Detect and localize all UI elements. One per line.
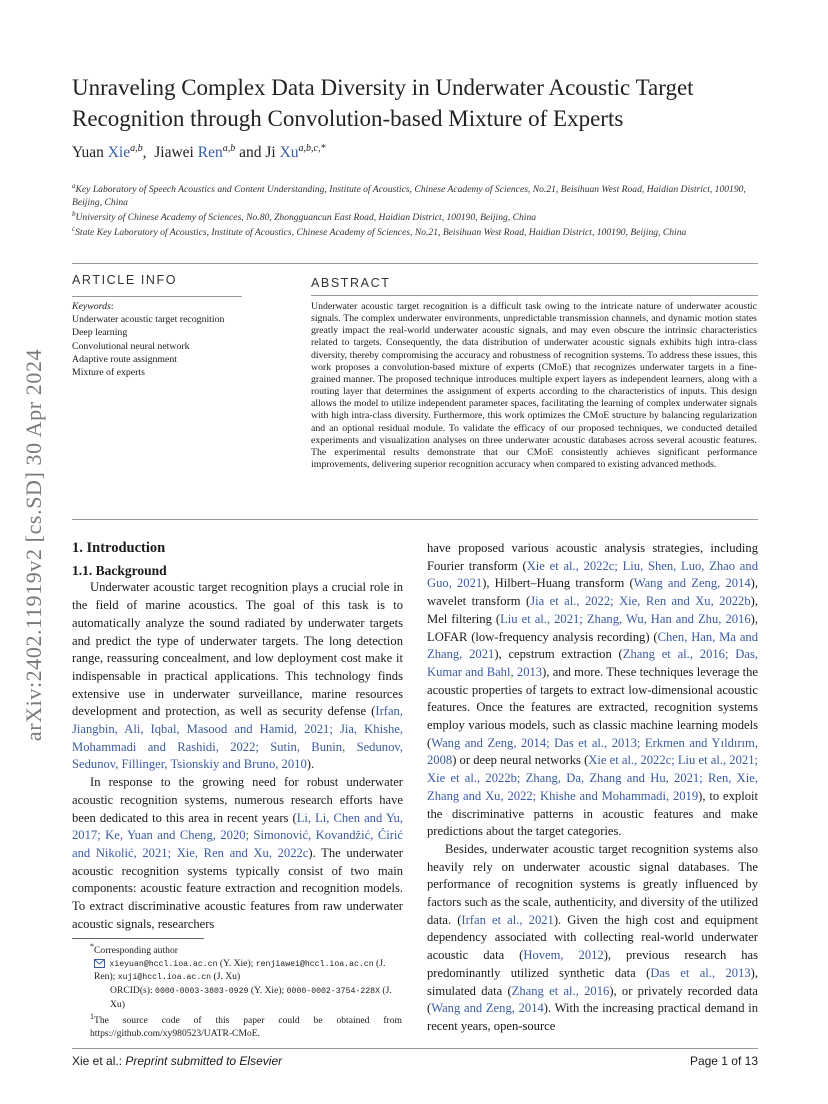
- affiliation-c: [72, 223, 762, 239]
- citation[interactable]: Xie et al., 2022c; Liu et al., 2021; Xie et al., 2022b; Zhang, Da, Zhang and Hu, 2021; Ren, Xie, Zhang and Xu, 2022; Khishe and Mohammadi, 2019: [427, 753, 758, 803]
- citation[interactable]: Irfan, Jiangbin, Ali, Iqbal, Masood and Hamid, 2021; Jia, Khishe, Mohammadi and Rashidi, 2022; Sutin, Bunin, Sedunov, Sedunov, Fillinger, Tsionskiy and Bruno, 2010: [72, 704, 403, 772]
- keyword-item: Adaptive route assignment: [72, 353, 178, 365]
- page-footer: [72, 1054, 758, 1068]
- author-list: Yuan Xie$^{a,b}$, Jiawei Ren$^{a,b}$ and Ji $Xu^{a,b,c,*}$: [72, 143, 326, 162]
- author-sup: a,b,c,*: [298, 143, 326, 154]
- arxiv-sidebar: [0, 0, 60, 1104]
- header-divider: [72, 263, 758, 264]
- paper-title: Unraveling Complex Data Diversity in Underwater Acoustic Target Recognition through Convolution-based Mixture of Experts: [72, 75, 694, 131]
- footer-author: Xie et al.:: [72, 1054, 123, 1068]
- author-family[interactable]: Xie: [107, 144, 131, 162]
- citation[interactable]: Li, Li, Chen and Yu, 2017; Ke, Yuan and Cheng, 2020; Simonović, Kovandžić, Ćirić and Nikolić, 2021; Xie, Ren and Xu, 2022c: [72, 810, 404, 860]
- orcid-link[interactable]: 0000-0003-3803-0929: [155, 986, 249, 996]
- footnotes: *Corresponding author xieyuan@hccl.ioa.ac.cn (Y. Xie); renjiawei@hccl.ioa.ac.cn (J. Ren); xuji@hccl.ioa.ac.cn (J. Xu) ORCID(s): 0000-0003-3803-0929 (Y. Xie); 0000-0002-3754-228X (J. Xu) $^1$The source code of this paper could be obtained from https://github.com/xy980523/UATR-CMoE.: [90, 942, 402, 1039]
- citation[interactable]: Zhang et al., 2016: [511, 983, 610, 998]
- corresponding-author-note: Corresponding author: [94, 945, 178, 957]
- citation[interactable]: Jia et al., 2022; Xie, Ren and Xu, 2022b: [530, 594, 751, 609]
- left-column: [72, 540, 403, 933]
- affiliation-mark: a: [72, 182, 76, 190]
- keywords-block: Keywords: Underwater acoustic target recognition Deep learning Convolutional neural network Adaptive route assignment Mixture of experts: [72, 300, 247, 379]
- affiliation-text: State Key Laboratory of Acoustics, Institute of Acoustics, Chinese Academy of Sciences, No.21, Beisihuan West Road, Haidian District, 100190, Beijing, China: [75, 227, 687, 239]
- paragraph: have proposed various acoustic analysis strategies, including Fourier transform (Xie et al., 2022c; Liu, Shen, Luo, Zhao and Guo, 2021), Hilbert–Huang transform (Wang and Zeng, 2014), wavelet transform (Jia et al., 2022; Xie, Ren and Xu, 2022b), Mel filtering (Liu et al., 2021; Zhang, Wu, Han and Zhu, 2016), LOFAR (low-frequency analysis recording) (Chen, Han, Ma and Zhang, 2021), cepstrum extraction (Zhang et al., 2016; Das, Kumar and Bahl, 2013), and more. These techniques leverage the acoustic properties of targets to extract low-dimensional acoustic features. Once the features are extracted, recognition systems employ various models, such as classic machine learning models (Wang and Zeng, 2014; Das et al., 2013; Erkmen and Yıldırım, 2008) or deep neural networks (Xie et al., 2022c; Liu et al., 2021; Xie et al., 2022b; Zhang, Da, Zhang and Hu, 2021; Ren, Xie, Zhang and Xu, 2022; Khishe and Mohammadi, 2019), to exploit the discriminative patterns in acoustic features and make predictions about the target categories.: [427, 541, 758, 839]
- orcid-link[interactable]: 0000-0002-3754-228X: [286, 986, 380, 996]
- keyword-item: Convolutional neural network: [72, 340, 190, 352]
- abstract-heading: ABSTRACT: [311, 276, 391, 290]
- affiliation-text: University of Chinese Academy of Sciences, No.80, Zhongguancun East Road, Haidian District, 100190, Beijing, China: [75, 212, 537, 224]
- author-sup: a,b: [222, 143, 236, 154]
- footnote-divider: [72, 938, 204, 939]
- article-info-heading: ARTICLE INFO: [72, 273, 178, 287]
- citation[interactable]: Wang and Zeng, 2014: [431, 1001, 544, 1016]
- author-given: Yuan: [72, 144, 104, 162]
- email-link[interactable]: renjiawei@hccl.ioa.ac.cn: [255, 959, 374, 969]
- citation[interactable]: Das et al., 2013: [650, 965, 751, 980]
- page-number: Page 1 of 13: [689, 1054, 758, 1068]
- author-family[interactable]: Xu: [279, 144, 299, 162]
- citation[interactable]: Chen, Han, Ma and Zhang, 2021: [427, 629, 758, 662]
- orcid-label: ORCID(s):: [110, 984, 153, 996]
- citation[interactable]: Zhang et al., 2016; Das, Kumar and Bahl, 2013: [427, 647, 758, 679]
- abstract-text: Underwater acoustic target recognition is a difficult task owing to the intricate nature of underwater acoustic signals. The complex underwater environments, unpredictable transmission channels, and dynamic motion states greatly impact the real-world underwater acoustic signals, and may even obscure the intrinsic characteristics related to targets. Consequently, the data distribution of underwater acoustic signals exhibits high intra-class diversity, thereby compromising the accuracy and robustness of recognition systems. To address these issues, this work proposes a convolution-based mixture of experts (CMoE) that recognizes underwater targets in a fine-grained manner. The proposed technique introduces multiple expert layers as independent learners, along with a routing layer that determines the assignment of experts according to the characteristics of inputs. This design allows the model to utilize independent parameter spaces, facilitating the learning of complex underwater signals with high intra-class diversity. Furthermore, this work optimizes the CMoE structure by balancing regularization and an optional residual module. To validate the efficacy of our proposed techniques, we conducted detailed experiments and visualization analyses on three underwater acoustic databases across several acoustic features. The experimental results demonstrate that our CMoE consistently achieves significant performance improvements, delivering superior recognition accuracy when compared to existing advanced methods.: [311, 301, 757, 471]
- paragraph: In response to the growing need for robust underwater acoustic recognition systems, numerous research efforts have been dedicated to this area in recent years (Li, Li, Chen and Yu, 2017; Ke, Yuan and Cheng, 2020; Simonović, Kovandžić, Ćirić and Nikolić, 2021; Xie, Ren and Xu, 2022c). The underwater acoustic recognition systems typically consist of two main components: acoustic feature extraction and recognition models. To extract discriminative acoustic features from raw underwater acoustic signals, researchers: [72, 775, 404, 931]
- subsection-heading: 1.1. Background: [72, 562, 167, 578]
- citation[interactable]: Xie et al., 2022c; Liu, Shen, Luo, Zhao and Guo, 2021: [427, 558, 758, 591]
- right-column: [427, 540, 758, 1036]
- citation[interactable]: Irfan et al., 2021: [461, 912, 554, 927]
- footer-status: Preprint submitted to Elsevier: [125, 1054, 283, 1068]
- article-info-divider: [72, 296, 242, 297]
- arxiv-identifier[interactable]: arXiv:2402.11919v2 [cs.SD] 30 Apr 2024: [21, 348, 46, 742]
- citation[interactable]: Wang and Zeng, 2014; Das et al., 2013; Erkmen and Yıldırım, 2008: [427, 735, 758, 768]
- email-link[interactable]: xuji@hccl.ioa.ac.cn: [117, 973, 212, 983]
- abstract-bottom-divider: [72, 519, 758, 520]
- citation[interactable]: Wang and Zeng, 2014: [633, 576, 751, 591]
- keywords-label: Keywords: [72, 301, 111, 312]
- citation[interactable]: Hovem, 2012: [523, 948, 604, 963]
- abstract-divider: [311, 295, 758, 296]
- keyword-item: Mixture of experts: [72, 367, 145, 379]
- email-icon: [94, 959, 105, 968]
- author-family[interactable]: Ren: [197, 144, 223, 162]
- affiliation-b: [72, 208, 762, 224]
- author-given: Jiawei: [154, 144, 194, 162]
- citation[interactable]: Liu et al., 2021; Zhang, Wu, Han and Zhu, 2016: [500, 611, 751, 626]
- section-heading: 1. Introduction: [72, 540, 166, 556]
- keyword-item: Underwater acoustic target recognition: [72, 314, 225, 326]
- footer-divider: [72, 1048, 758, 1049]
- paragraph: Besides, underwater acoustic target recognition systems also heavily rely on underwater acoustic signal databases. The performance of recognition systems is greatly influenced by factors such as the scale, authenticity, and diversity of the utilized data. (Irfan et al., 2021). Given the high cost and equipment dependency associated with collecting real-world underwater acoustic data (Hovem, 2012), previous research has predominantly utilized synthetic data (Das et al., 2013), simulated data (Zhang et al., 2016), or privately recorded data (Wang and Zeng, 2014). With the increasing practical demand in recent years, open-source: [427, 841, 759, 1033]
- author-given: Ji: [265, 144, 276, 162]
- author-and: and: [239, 144, 262, 162]
- author-sup: a,b: [130, 143, 143, 154]
- keyword-item: Deep learning: [72, 327, 128, 339]
- source-code-note: The source code of this paper could be obtained from https://github.com/xy980523/UATR-CMoE.: [90, 1015, 402, 1039]
- affiliation-text: Key Laboratory of Speech Acoustics and Content Understanding, Institute of Acoustics, Chinese Academy of Sciences, No.21, Beisihuan West Road, Haidian District, 100190, Beijing, China: [72, 184, 746, 209]
- affiliation-a: [72, 180, 762, 209]
- email-link[interactable]: xieyuan@hccl.ioa.ac.cn: [109, 959, 218, 969]
- affiliation-mark: b: [72, 210, 76, 218]
- affiliation-mark: c: [72, 225, 76, 233]
- paragraph: Underwater acoustic target recognition plays a crucial role in the field of marine acoustics. The goal of this task is to automatically analyze the sound radiated by underwater targets and predict the type of underwater targets. The long detection range, reassuring concealment, and low deployment cost make it indispensable in practical applications. This technology finds extensive use in underwater surveillance, marine resources development and protection, as well as security defense (Irfan, Jiangbin, Ali, Iqbal, Masood and Hamid, 2021; Jia, Khishe, Mohammadi and Rashidi, 2022; Sutin, Bunin, Sedunov, Sedunov, Fillinger, Tsionskiy and Bruno, 2010).: [72, 580, 403, 772]
